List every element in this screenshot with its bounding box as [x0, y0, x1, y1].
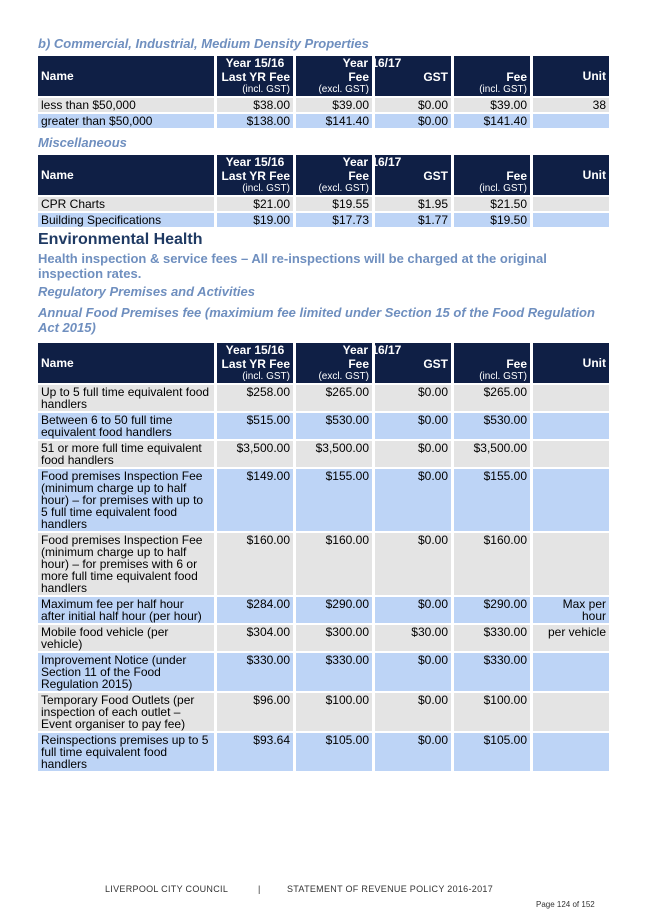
header-excl-gst: (excl. GST)	[318, 371, 369, 382]
footer-separator: |	[258, 884, 261, 894]
row-fee-incl-gst: $19.50	[454, 213, 530, 227]
header-excl-gst: (excl. GST)	[318, 183, 369, 194]
header-name: Name	[38, 155, 214, 195]
row-gst: $0.00	[375, 653, 451, 691]
row-fee-incl-gst: $21.50	[454, 197, 530, 211]
header-fee-label: Fee	[348, 357, 369, 371]
row-gst: $0.00	[375, 597, 451, 623]
row-fee-incl-gst: $530.00	[454, 413, 530, 439]
row-unit	[533, 413, 609, 439]
row-gst: $1.95	[375, 197, 451, 211]
header-unit: Unit	[533, 56, 609, 96]
table-row	[38, 197, 609, 211]
health-inspection-note: Health inspection & service fees – All re-inspections will be charged at the original inspection rates.	[38, 251, 547, 281]
table-row	[38, 114, 609, 128]
row-gst: $0.00	[375, 533, 451, 595]
row-unit	[533, 653, 609, 691]
row-gst: $30.00	[375, 625, 451, 651]
section-heading-commercial: b) Commercial, Industrial, Medium Density Properties	[38, 36, 369, 51]
header-last-yr-fee: Last YR Fee	[221, 70, 290, 84]
row-last-year-fee: $19.00	[217, 213, 293, 227]
table-row	[38, 733, 609, 771]
row-unit	[533, 733, 609, 771]
table-row	[38, 413, 609, 439]
row-unit	[533, 533, 609, 595]
row-fee-incl-gst: $155.00	[454, 469, 530, 531]
table-row	[38, 653, 609, 691]
row-fee-incl-gst: $39.00	[454, 98, 530, 112]
header-year-16-17: Year 16/17	[342, 155, 402, 169]
row-name: Building Specifications	[38, 213, 214, 227]
row-fee-excl-gst: $290.00	[296, 597, 372, 623]
row-unit	[533, 114, 609, 128]
header-year-16-17: Year 16/17	[342, 343, 402, 357]
header-last-year-fee	[217, 343, 293, 383]
header-name: Name	[38, 56, 214, 96]
footer-page-number: Page 124 of 152	[536, 900, 595, 909]
row-last-year-fee: $304.00	[217, 625, 293, 651]
row-fee-incl-gst: $141.40	[454, 114, 530, 128]
row-fee-excl-gst: $330.00	[296, 653, 372, 691]
row-gst: $0.00	[375, 385, 451, 411]
row-fee-incl-gst: $290.00	[454, 597, 530, 623]
row-unit	[533, 197, 609, 211]
row-fee-excl-gst: $530.00	[296, 413, 372, 439]
header-last-yr-fee: Last YR Fee	[221, 357, 290, 371]
header-gst-label: GST	[423, 70, 448, 84]
header-fee-incl	[454, 56, 530, 96]
row-fee-excl-gst: $160.00	[296, 533, 372, 595]
table-header-row	[38, 343, 609, 383]
row-last-year-fee: $96.00	[217, 693, 293, 731]
section-heading-environmental-health: Environmental Health	[38, 231, 203, 248]
row-name: Mobile food vehicle (per vehicle)	[38, 625, 214, 651]
row-last-year-fee: $138.00	[217, 114, 293, 128]
section-heading-misc: Miscellaneous	[38, 135, 127, 150]
page-content	[38, 36, 614, 773]
table-row	[38, 441, 609, 467]
header-fee-label: Fee	[506, 169, 527, 183]
row-gst: $1.77	[375, 213, 451, 227]
row-gst: $0.00	[375, 441, 451, 467]
header-gst-label: GST	[423, 357, 448, 371]
row-name: Reinspections premises up to 5 full time equivalent food handlers	[38, 733, 214, 771]
header-last-year-fee	[217, 155, 293, 195]
row-name: Maximum fee per half hour after initial half hour (per hour)	[38, 597, 214, 623]
row-last-year-fee: $93.64	[217, 733, 293, 771]
row-last-year-fee: $160.00	[217, 533, 293, 595]
row-unit	[533, 469, 609, 531]
table-row	[38, 98, 609, 112]
row-unit	[533, 441, 609, 467]
row-last-year-fee: $284.00	[217, 597, 293, 623]
header-incl-gst: (incl. GST)	[479, 183, 527, 194]
footer-council: LIVERPOOL CITY COUNCIL	[105, 884, 229, 894]
row-unit: per vehicle	[533, 625, 609, 651]
row-fee-excl-gst: $39.00	[296, 98, 372, 112]
section-heading-annual-food: Annual Food Premises fee (maximium fee limited under Section 15 of the Food Regulation Act 2015)	[38, 305, 595, 335]
row-fee-excl-gst: $141.40	[296, 114, 372, 128]
row-gst: $0.00	[375, 733, 451, 771]
row-name: 51 or more full time equivalent food handlers	[38, 441, 214, 467]
row-unit	[533, 693, 609, 731]
header-year-16-17: Year 16/17	[342, 56, 402, 70]
row-fee-incl-gst: $100.00	[454, 693, 530, 731]
fee-table-commercial	[35, 54, 612, 130]
row-unit: 38	[533, 98, 609, 112]
row-fee-incl-gst: $105.00	[454, 733, 530, 771]
row-last-year-fee: $38.00	[217, 98, 293, 112]
row-name: Between 6 to 50 full time equivalent food handlers	[38, 413, 214, 439]
row-fee-excl-gst: $265.00	[296, 385, 372, 411]
header-fee-label: Fee	[348, 169, 369, 183]
header-incl-gst: (incl. GST)	[479, 371, 527, 382]
header-fee-label: Fee	[506, 70, 527, 84]
row-unit	[533, 213, 609, 227]
row-last-year-fee: $258.00	[217, 385, 293, 411]
row-gst: $0.00	[375, 114, 451, 128]
row-last-year-fee: $3,500.00	[217, 441, 293, 467]
row-last-year-fee: $149.00	[217, 469, 293, 531]
row-fee-incl-gst: $265.00	[454, 385, 530, 411]
row-fee-incl-gst: $160.00	[454, 533, 530, 595]
row-name: Temporary Food Outlets (per inspection of each outlet – Event organiser to pay fee)	[38, 693, 214, 731]
header-name: Name	[38, 343, 214, 383]
row-name: Food premises Inspection Fee (minimum charge up to half hour) – for premises with 6 or more full time equivalent food handlers	[38, 533, 214, 595]
header-incl-gst: (incl. GST)	[242, 371, 290, 382]
header-fee-incl	[454, 343, 530, 383]
header-incl-gst: (incl. GST)	[242, 183, 290, 194]
header-year-15-16: Year 15/16	[225, 56, 285, 70]
row-gst: $0.00	[375, 98, 451, 112]
table-row	[38, 469, 609, 531]
header-year-15-16: Year 15/16	[225, 155, 285, 169]
header-year-15-16: Year 15/16	[225, 343, 285, 357]
row-fee-incl-gst: $330.00	[454, 653, 530, 691]
row-fee-incl-gst: $330.00	[454, 625, 530, 651]
fee-table-misc	[35, 153, 612, 229]
row-fee-excl-gst: $100.00	[296, 693, 372, 731]
table-row	[38, 385, 609, 411]
header-incl-gst: (incl. GST)	[242, 84, 290, 95]
row-fee-excl-gst: $105.00	[296, 733, 372, 771]
table-row	[38, 625, 609, 651]
row-fee-excl-gst: $300.00	[296, 625, 372, 651]
header-fee-incl	[454, 155, 530, 195]
header-excl-gst: (excl. GST)	[318, 84, 369, 95]
table-header-row	[38, 56, 609, 96]
header-fee-label: Fee	[506, 357, 527, 371]
header-fee-label: Fee	[348, 70, 369, 84]
row-fee-excl-gst: $17.73	[296, 213, 372, 227]
row-fee-excl-gst: $3,500.00	[296, 441, 372, 467]
row-name: greater than $50,000	[38, 114, 214, 128]
row-last-year-fee: $21.00	[217, 197, 293, 211]
section-heading-regulatory: Regulatory Premises and Activities	[38, 284, 255, 299]
row-name: Improvement Notice (under Section 11 of the Food Regulation 2015)	[38, 653, 214, 691]
table-header-row	[38, 155, 609, 195]
footer-document-title: STATEMENT OF REVENUE POLICY 2016-2017	[287, 884, 494, 894]
table-row	[38, 597, 609, 623]
row-fee-excl-gst: $19.55	[296, 197, 372, 211]
header-last-year-fee	[217, 56, 293, 96]
row-gst: $0.00	[375, 413, 451, 439]
row-fee-incl-gst: $3,500.00	[454, 441, 530, 467]
header-incl-gst: (incl. GST)	[479, 84, 527, 95]
fee-table-food	[35, 341, 612, 773]
header-unit: Unit	[533, 343, 609, 383]
header-gst-label: GST	[423, 169, 448, 183]
table-row	[38, 213, 609, 227]
table-row	[38, 533, 609, 595]
row-gst: $0.00	[375, 469, 451, 531]
row-last-year-fee: $515.00	[217, 413, 293, 439]
row-name: Up to 5 full time equivalent food handlers	[38, 385, 214, 411]
row-last-year-fee: $330.00	[217, 653, 293, 691]
row-unit: Max per hour	[533, 597, 609, 623]
row-fee-excl-gst: $155.00	[296, 469, 372, 531]
table-row	[38, 693, 609, 731]
row-name: Food premises Inspection Fee (minimum charge up to half hour) – for premises with up to 5 full time equivalent food handlers	[38, 469, 214, 531]
row-unit	[533, 385, 609, 411]
row-gst: $0.00	[375, 693, 451, 731]
header-unit: Unit	[533, 155, 609, 195]
row-name: less than $50,000	[38, 98, 214, 112]
row-name: CPR Charts	[38, 197, 214, 211]
header-last-yr-fee: Last YR Fee	[221, 169, 290, 183]
